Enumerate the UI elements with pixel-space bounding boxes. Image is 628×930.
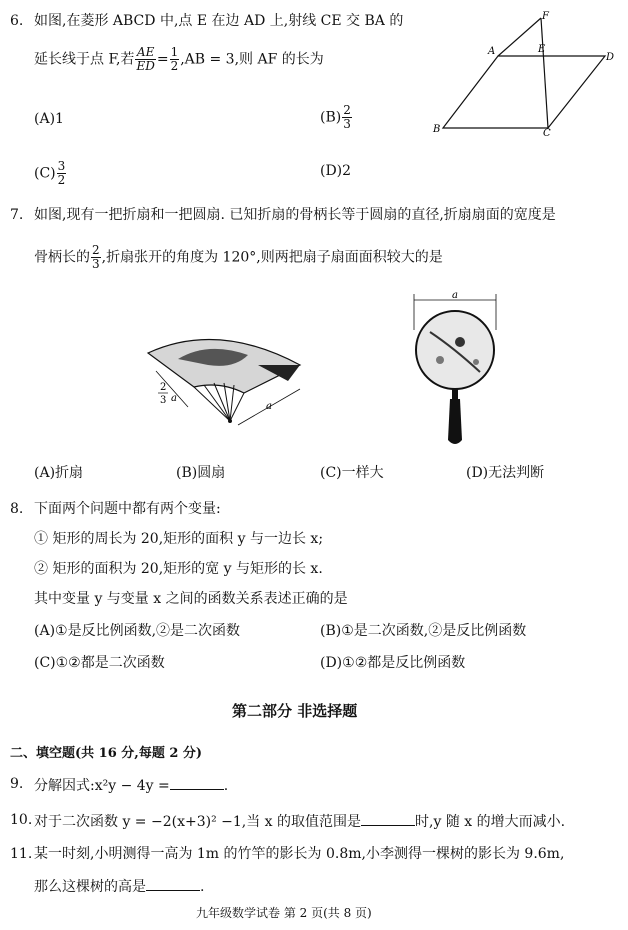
q6-text-part2: ,AB = 3,则 AF 的长为 [180, 51, 324, 68]
q8-number: 8. [10, 501, 24, 517]
q6-option-b[interactable] [320, 104, 353, 131]
q7-text-line2 [34, 244, 443, 271]
q7-fraction-numerator: 2 [92, 243, 100, 257]
ray-ba-extension [498, 18, 541, 56]
q6-ratio-denominator: ED [136, 59, 155, 73]
fan-label-a-small: a [171, 393, 177, 404]
q7-option-d[interactable]: (D)无法判断 [466, 465, 545, 481]
q11-line2 [34, 876, 204, 896]
q8-ask: 其中变量 y 与变量 x 之间的函数关系表述正确的是 [34, 591, 348, 607]
q6-option-c[interactable] [34, 160, 67, 187]
label-e: E [538, 44, 546, 55]
q6-text-line2 [34, 46, 324, 73]
q6-ratio-fraction [135, 46, 155, 73]
q8-item1: ① 矩形的周长为 20,矩形的面积 y 与一边长 x; [34, 531, 324, 547]
q11-text: 那么这棵树的高是 [34, 879, 146, 895]
round-fan-label-a: a [452, 290, 458, 301]
label-b: B [433, 124, 441, 135]
q8-option-c[interactable]: (C)①②都是二次函数 [34, 655, 165, 671]
round-fan-neck [452, 389, 458, 399]
fan-label-a: a [266, 401, 272, 412]
round-fan-figure [404, 290, 509, 450]
q6-number: 6. [10, 13, 24, 29]
q8-option-d[interactable]: (D)①②都是反比例函数 [320, 655, 466, 671]
q10-line [34, 811, 565, 831]
q7-text-line1: 如图,现有一把折扇和一把圆扇. 已知折扇的骨柄长等于圆扇的直径,折扇扇面的宽度是 [34, 207, 556, 223]
label-c: C [543, 128, 551, 138]
q6-option-c-denominator: 2 [57, 173, 66, 187]
q7-text-part2: ,折扇张开的角度为 120°,则两把扇子扇面面积较大的是 [101, 249, 443, 266]
q6-option-b-numerator: 2 [343, 103, 351, 117]
q6-text-part: 延长线于点 F,若 [34, 51, 135, 68]
q11-number: 11. [10, 846, 33, 862]
q7-option-c[interactable]: (C)一样大 [320, 465, 384, 481]
label-f: F [542, 11, 549, 22]
q9-end: . [223, 778, 229, 794]
q6-option-d[interactable]: (D)2 [320, 163, 352, 179]
q9-text: 分解因式:x²y − 4y = [34, 778, 170, 794]
q10-answer-blank[interactable] [361, 811, 415, 826]
q7-option-b[interactable]: (B)圆扇 [176, 465, 226, 481]
q10-text: 对于二次函数 y = −2(x+3)² −1,当 x 的取值范围是 [34, 814, 362, 830]
q6-option-b-fraction [342, 104, 352, 131]
q6-option-b-denominator: 3 [343, 117, 351, 131]
q9-number: 9. [10, 776, 24, 792]
q8-item2: ② 矩形的面积为 20,矩形的宽 y 与矩形的长 x. [34, 561, 323, 577]
rhombus-figure [425, 8, 620, 138]
q6-option-c-fraction [57, 160, 67, 187]
page-footer: 九年级数学试卷 第 2 页(共 8 页) [196, 906, 372, 920]
label-d: D [606, 52, 615, 63]
q8-text: 下面两个问题中都有两个变量: [34, 501, 221, 517]
q6-ratio-numerator: AE [136, 45, 155, 59]
q8-option-a[interactable]: (A)①是反比例函数,②是二次函数 [34, 623, 241, 639]
round-fan-flower [436, 356, 444, 364]
label-a: A [488, 46, 496, 57]
q6-option-c-label: (C) [34, 165, 56, 182]
q7-fraction [91, 244, 101, 271]
fan-pivot [228, 419, 232, 423]
q6-equals: = [156, 51, 169, 68]
q6-text-line1: 如图,在菱形 ABCD 中,点 E 在边 AD 上,射线 CE 交 BA 的 [34, 13, 404, 29]
q11-answer-blank[interactable] [146, 876, 200, 891]
q6-option-a[interactable]: (A)1 [34, 111, 64, 127]
round-fan-flower2 [473, 359, 479, 365]
ray-ce [541, 18, 548, 128]
q7-option-a[interactable]: (A)折扇 [34, 465, 84, 481]
fill-in-section-heading: 二、填空题(共 16 分,每题 2 分) [10, 746, 203, 761]
q9-answer-blank[interactable] [170, 775, 224, 790]
q7-fraction-denominator: 3 [92, 257, 100, 271]
q6-half-fraction [170, 46, 180, 73]
q6-option-c-numerator: 3 [57, 159, 66, 173]
q10-number: 10. [10, 812, 33, 828]
q6-half-numerator: 1 [170, 45, 179, 59]
round-fan-handle [448, 399, 462, 444]
folding-fan-figure [138, 325, 313, 435]
q7-text-part: 骨柄长的 [34, 249, 90, 266]
round-fan-bird [455, 337, 465, 347]
q11-end: . [200, 879, 205, 895]
q6-half-denominator: 2 [170, 59, 179, 73]
q9-line [34, 775, 228, 795]
q7-number: 7. [10, 207, 24, 223]
q10-text-end: 时,y 随 x 的增大而减小. [415, 814, 566, 830]
fan-frac-num: 2 [160, 382, 167, 393]
q6-option-b-label: (B) [320, 109, 342, 126]
part-two-heading: 第二部分 非选择题 [232, 702, 358, 720]
q11-text-line1: 某一时刻,小明测得一高为 1m 的竹竿的影长为 0.8m,小李测得一棵树的影长为 9.6m, [34, 846, 565, 862]
fan-frac-den: 3 [160, 395, 167, 406]
q8-option-b[interactable]: (B)①是二次函数,②是反比例函数 [320, 623, 527, 639]
rhombus-outline [443, 56, 605, 128]
